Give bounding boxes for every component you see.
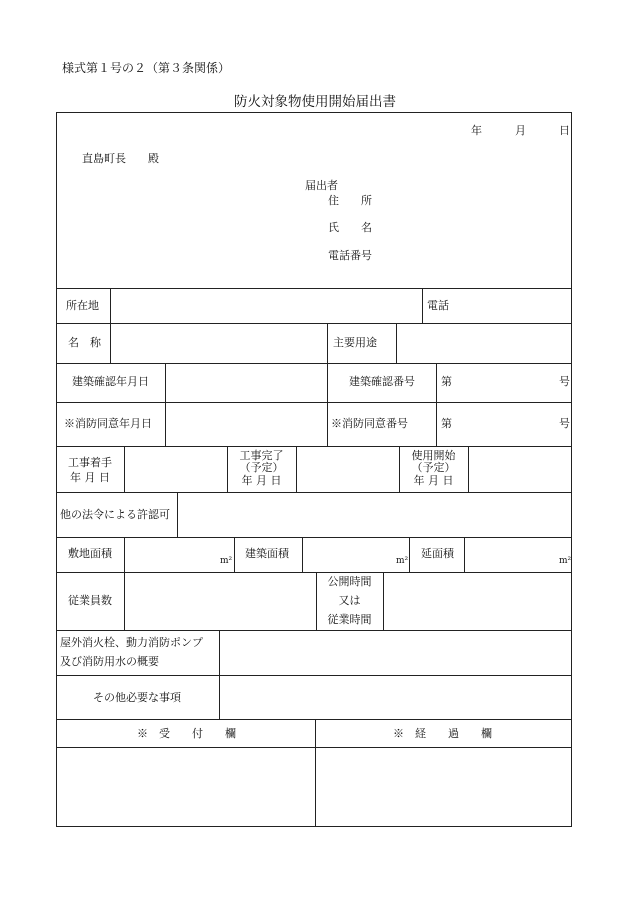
name-label: 氏 名 bbox=[328, 221, 372, 234]
date-day: 日 bbox=[559, 124, 570, 137]
col-divider bbox=[315, 719, 316, 827]
row-divider bbox=[56, 719, 572, 720]
fire-consent-no-label: ※消防同意番号 bbox=[331, 417, 408, 430]
col-divider bbox=[110, 288, 111, 363]
col-divider bbox=[468, 446, 469, 492]
construction-done-line1: 工事完了 bbox=[239, 449, 284, 462]
col-divider bbox=[422, 288, 423, 323]
col-divider bbox=[219, 630, 220, 719]
row-divider bbox=[56, 572, 572, 573]
row-divider bbox=[56, 288, 572, 289]
addressee: 直島町長 殿 bbox=[82, 152, 159, 165]
col-divider bbox=[302, 537, 303, 572]
main-use-label: 主要用途 bbox=[333, 336, 377, 349]
name-row-label: 名 称 bbox=[68, 336, 101, 349]
use-start-line3: 年 月 日 bbox=[413, 474, 454, 487]
fire-consent-date-label: ※消防同意年月日 bbox=[64, 417, 152, 430]
site-area-unit: m² bbox=[220, 556, 233, 566]
col-divider bbox=[327, 323, 328, 446]
building-area-unit: m² bbox=[396, 556, 409, 566]
location-phone-label: 電話 bbox=[427, 299, 449, 312]
row-divider bbox=[56, 446, 572, 447]
floor-area-label: 延面積 bbox=[421, 547, 454, 560]
site-area-label: 敷地面積 bbox=[68, 547, 112, 560]
notifier-label: 届出者 bbox=[305, 179, 338, 192]
use-start-line1: 使用開始 bbox=[411, 449, 456, 462]
col-divider bbox=[436, 363, 437, 446]
phone-label: 電話番号 bbox=[328, 249, 372, 262]
no-suffix: 号 bbox=[559, 417, 570, 430]
col-divider bbox=[124, 446, 125, 492]
col-divider bbox=[296, 446, 297, 492]
no-prefix: 第 bbox=[441, 417, 452, 430]
form-label: 様式第１号の２（第３条関係） bbox=[62, 61, 231, 75]
use-start-line2: （予定） bbox=[411, 461, 456, 474]
hours-line1: 公開時間 bbox=[327, 575, 372, 588]
date-year: 年 bbox=[471, 124, 482, 137]
row-divider bbox=[56, 675, 572, 676]
progress-header: ※ 経 過 欄 bbox=[393, 727, 492, 740]
row-divider bbox=[56, 537, 572, 538]
construction-start-line2: 年 月 日 bbox=[70, 471, 110, 484]
other-permits-label: 他の法令による許認可 bbox=[60, 508, 170, 521]
col-divider bbox=[383, 572, 384, 630]
row-divider bbox=[56, 402, 572, 403]
col-divider bbox=[234, 537, 235, 572]
no-suffix: 号 bbox=[559, 375, 570, 388]
hours-line3: 従業時間 bbox=[327, 613, 372, 626]
reception-header: ※ 受 付 欄 bbox=[137, 727, 236, 740]
construction-done-line3: 年 月 日 bbox=[241, 474, 282, 487]
location-label: 所在地 bbox=[66, 299, 99, 312]
no-prefix: 第 bbox=[441, 375, 452, 388]
bldg-confirm-date-label: 建築確認年月日 bbox=[72, 375, 149, 388]
row-divider bbox=[56, 323, 572, 324]
col-divider bbox=[177, 492, 178, 537]
hydrant-line1: 屋外消火栓、動力消防ポンプ bbox=[60, 636, 203, 649]
floor-area-unit: m² bbox=[559, 556, 572, 566]
building-area-label: 建築面積 bbox=[245, 547, 289, 560]
construction-start-line1: 工事着手 bbox=[68, 456, 112, 469]
other-required-label: その他必要な事項 bbox=[93, 691, 181, 704]
col-divider bbox=[124, 537, 125, 630]
construction-done-line2: （予定） bbox=[239, 461, 284, 474]
employees-label: 従業員数 bbox=[68, 594, 112, 607]
row-divider bbox=[56, 630, 572, 631]
col-divider bbox=[165, 363, 166, 446]
date-month: 月 bbox=[515, 124, 526, 137]
col-divider bbox=[464, 537, 465, 572]
col-divider bbox=[396, 323, 397, 363]
hours-line2: 又は bbox=[338, 594, 361, 607]
row-divider bbox=[56, 747, 572, 748]
form-title: 防火対象物使用開始届出書 bbox=[234, 94, 396, 110]
bldg-confirm-no-label: 建築確認番号 bbox=[349, 375, 415, 388]
row-divider bbox=[56, 363, 572, 364]
hydrant-line2: 及び消防用水の概要 bbox=[60, 655, 159, 668]
address-label: 住 所 bbox=[328, 194, 372, 207]
row-divider bbox=[56, 492, 572, 493]
col-divider bbox=[409, 537, 410, 572]
